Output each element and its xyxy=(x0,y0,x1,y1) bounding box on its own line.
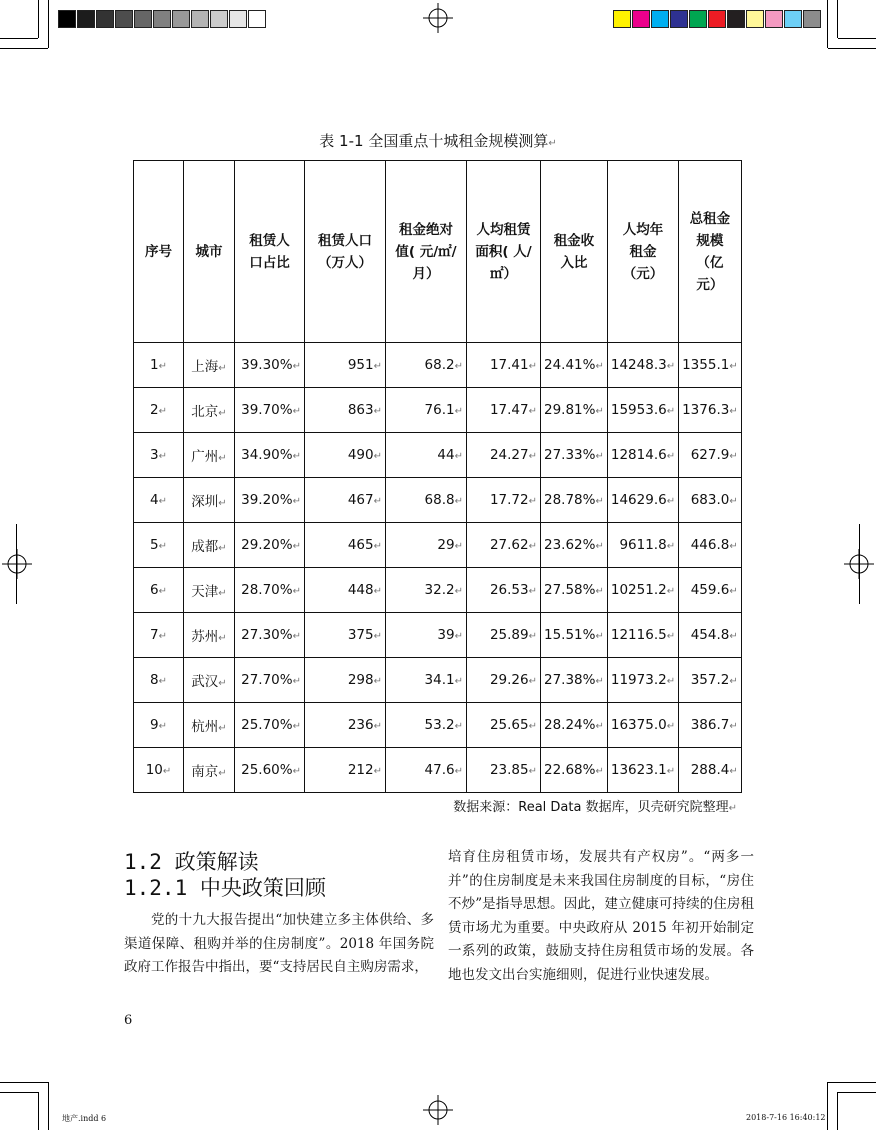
crop-mark xyxy=(48,0,49,48)
body-paragraph-left: 党的十九大报告提出“加快建立多主体供给、多渠道保障、租购并举的住房制度”。2018 年国务院政府工作报告中指出，要“支持居民自主购房需求， xyxy=(124,912,434,975)
table-cell: 杭州↵ xyxy=(184,703,235,748)
table-body xyxy=(134,343,742,793)
table-cell: 76.1↵ xyxy=(386,388,467,433)
table-cell: 490↵ xyxy=(305,433,386,478)
table-cell: 29↵ xyxy=(386,523,467,568)
gray-swatch xyxy=(191,10,209,28)
header-line: 人均年 xyxy=(622,221,664,238)
header-line: 口占比 xyxy=(249,254,290,271)
slug-filename: 地产.indd 6 xyxy=(62,1114,107,1123)
gray-swatch xyxy=(115,10,133,28)
table-cell: 863↵ xyxy=(305,388,386,433)
table-cell: 12814.6↵ xyxy=(607,433,678,478)
table-cell: 11973.2↵ xyxy=(607,658,678,703)
color-swatch xyxy=(708,10,726,28)
color-swatch xyxy=(670,10,688,28)
table-cell: 28.24%↵ xyxy=(541,703,608,748)
gray-swatch xyxy=(134,10,152,28)
table-cell: 5↵ xyxy=(134,523,184,568)
table-cell: 2↵ xyxy=(134,388,184,433)
table-cell: 627.9↵ xyxy=(679,433,742,478)
table-cell: 8↵ xyxy=(134,658,184,703)
gray-swatch xyxy=(210,10,228,28)
header-line: 元） xyxy=(696,276,724,293)
header-line: 租赁人 xyxy=(249,232,290,249)
header-line: （元） xyxy=(622,265,664,282)
table-row xyxy=(134,748,742,793)
crop-mark xyxy=(828,48,876,49)
table-cell: 1355.1↵ xyxy=(679,343,742,388)
table-cell: 12116.5↵ xyxy=(607,613,678,658)
header-line: （万人） xyxy=(318,254,372,271)
table-cell: 25.65↵ xyxy=(467,703,541,748)
gray-swatch xyxy=(96,10,114,28)
side-guide-line xyxy=(16,524,17,604)
column-header xyxy=(184,161,235,343)
table-cell: 28.70%↵ xyxy=(235,568,305,613)
table-cell: 27.70%↵ xyxy=(235,658,305,703)
header-line: 面积( 人/ xyxy=(475,243,532,260)
column-header xyxy=(134,161,184,343)
crop-mark xyxy=(827,1082,828,1130)
slug-timestamp: 2018-7-16 16:40:12 xyxy=(746,1113,826,1122)
column-header xyxy=(235,161,305,343)
header-line: 值( 元/㎡/ xyxy=(395,243,457,260)
table-cell: 7↵ xyxy=(134,613,184,658)
table-cell: 武汉↵ xyxy=(184,658,235,703)
header-line: 租金绝对 xyxy=(399,221,453,238)
column-header xyxy=(679,161,742,343)
table-cell: 44↵ xyxy=(386,433,467,478)
table-row xyxy=(134,568,742,613)
table-cell: 北京↵ xyxy=(184,388,235,433)
header-line: 租赁人口 xyxy=(318,232,372,249)
crop-mark xyxy=(38,0,39,38)
table-cell: 683.0↵ xyxy=(679,478,742,523)
column-header xyxy=(607,161,678,343)
color-swatch xyxy=(689,10,707,28)
table-cell: 34.1↵ xyxy=(386,658,467,703)
side-guide-line xyxy=(859,524,860,604)
table-row xyxy=(134,478,742,523)
subsection-heading: 1.2.1 中央政策回顾 xyxy=(124,876,326,900)
color-swatch xyxy=(651,10,669,28)
column-header xyxy=(467,161,541,343)
table-cell: 14248.3↵ xyxy=(607,343,678,388)
table-cell: 15953.6↵ xyxy=(607,388,678,433)
header-line: ㎡） xyxy=(490,265,517,282)
table-cell: 10↵ xyxy=(134,748,184,793)
table-cell: 951↵ xyxy=(305,343,386,388)
table-row xyxy=(134,658,742,703)
table-cell: 23.85↵ xyxy=(467,748,541,793)
section-heading: 1.2 政策解读 xyxy=(124,850,259,874)
table-cell: 14629.6↵ xyxy=(607,478,678,523)
header-line: （亿 xyxy=(696,254,724,271)
table-cell: 236↵ xyxy=(305,703,386,748)
table-cell: 24.41%↵ xyxy=(541,343,608,388)
crop-mark xyxy=(48,1082,49,1130)
crop-mark xyxy=(828,1082,876,1083)
table-cell: 广州↵ xyxy=(184,433,235,478)
table-cell: 465↵ xyxy=(305,523,386,568)
table-cell: 25.70%↵ xyxy=(235,703,305,748)
crop-mark xyxy=(0,38,38,39)
column-header xyxy=(386,161,467,343)
table-cell: 17.41↵ xyxy=(467,343,541,388)
table-cell: 29.26↵ xyxy=(467,658,541,703)
table-cell: 386.7↵ xyxy=(679,703,742,748)
table-row xyxy=(134,523,742,568)
table-header-row xyxy=(134,161,742,343)
body-paragraph-right: 培育住房租赁市场，发展共有产权房”。“两多一并”的住房制度是未来我国住房制度的目标，“房住不炒”是指导思想。因此，建立健康可持续的住房租赁市场尤为重要。中央政府从 2015 年初开始制定一系列的政策，鼓励支持住房租赁市场的发展。各地也发文出台实施细则，促进行业快速发展。 xyxy=(448,849,754,983)
crop-mark xyxy=(38,1092,39,1130)
table-cell: 446.8↵ xyxy=(679,523,742,568)
registration-mark-icon xyxy=(423,1095,453,1125)
gray-swatch xyxy=(172,10,190,28)
table-cell: 39.70%↵ xyxy=(235,388,305,433)
table-cell: 39.20%↵ xyxy=(235,478,305,523)
table-cell: 375↵ xyxy=(305,613,386,658)
color-swatch xyxy=(784,10,802,28)
table-cell: 23.62%↵ xyxy=(541,523,608,568)
crop-mark xyxy=(837,1092,838,1130)
table-cell: 28.78%↵ xyxy=(541,478,608,523)
table-row xyxy=(134,343,742,388)
table-source-note: 数据来源：Real Data 数据库，贝壳研究院整理↵ xyxy=(453,800,737,815)
table-cell: 32.2↵ xyxy=(386,568,467,613)
table-cell: 15.51%↵ xyxy=(541,613,608,658)
header-line: 租金 xyxy=(629,243,657,260)
table-cell: 10251.2↵ xyxy=(607,568,678,613)
table-cell: 27.30%↵ xyxy=(235,613,305,658)
table-cell: 9↵ xyxy=(134,703,184,748)
table-cell: 17.72↵ xyxy=(467,478,541,523)
process-color-bar xyxy=(613,10,822,28)
header-line: 租金收 xyxy=(553,232,595,249)
table-cell: 29.20%↵ xyxy=(235,523,305,568)
table-cell: 288.4↵ xyxy=(679,748,742,793)
gray-swatch xyxy=(77,10,95,28)
table-cell: 25.89↵ xyxy=(467,613,541,658)
crop-mark xyxy=(0,1092,38,1093)
table-cell: 上海↵ xyxy=(184,343,235,388)
table-cell: 212↵ xyxy=(305,748,386,793)
table-cell: 1↵ xyxy=(134,343,184,388)
page-number: 6 xyxy=(124,1013,133,1028)
table-cell: 深圳↵ xyxy=(184,478,235,523)
color-swatch xyxy=(632,10,650,28)
table-cell: 17.47↵ xyxy=(467,388,541,433)
table-cell: 53.2↵ xyxy=(386,703,467,748)
table-cell: 68.2↵ xyxy=(386,343,467,388)
table-cell: 6↵ xyxy=(134,568,184,613)
table-cell: 成都↵ xyxy=(184,523,235,568)
color-swatch xyxy=(803,10,821,28)
table-cell: 68.8↵ xyxy=(386,478,467,523)
registration-mark-icon xyxy=(2,549,32,579)
gray-swatch xyxy=(229,10,247,28)
table-row xyxy=(134,388,742,433)
table-cell: 34.90%↵ xyxy=(235,433,305,478)
color-swatch xyxy=(613,10,631,28)
header-line: 人均租赁 xyxy=(476,221,531,238)
table-cell: 22.68%↵ xyxy=(541,748,608,793)
table-cell: 39↵ xyxy=(386,613,467,658)
table-cell: 357.2↵ xyxy=(679,658,742,703)
table-row xyxy=(134,613,742,658)
column-header xyxy=(305,161,386,343)
table-cell: 47.6↵ xyxy=(386,748,467,793)
header-line: 总租金 xyxy=(689,210,731,227)
table-cell: 298↵ xyxy=(305,658,386,703)
grayscale-color-bar xyxy=(58,10,267,28)
crop-mark xyxy=(827,0,828,48)
crop-mark xyxy=(838,38,876,39)
gray-swatch xyxy=(153,10,171,28)
color-swatch xyxy=(727,10,745,28)
color-swatch xyxy=(746,10,764,28)
table-cell: 13623.1↵ xyxy=(607,748,678,793)
table-cell: 27.38%↵ xyxy=(541,658,608,703)
table-cell: 27.33%↵ xyxy=(541,433,608,478)
crop-mark xyxy=(0,1082,48,1083)
table-cell: 27.62↵ xyxy=(467,523,541,568)
table-cell: 4↵ xyxy=(134,478,184,523)
table-title: 表 1-1 全国重点十城租金规模测算↵ xyxy=(319,132,557,150)
table-cell: 39.30%↵ xyxy=(235,343,305,388)
table-cell: 467↵ xyxy=(305,478,386,523)
header-line: 序号 xyxy=(145,243,172,260)
table-cell: 1376.3↵ xyxy=(679,388,742,433)
table-cell: 25.60%↵ xyxy=(235,748,305,793)
header-line: 月） xyxy=(412,265,440,282)
header-line: 规模 xyxy=(696,232,724,249)
color-swatch xyxy=(765,10,783,28)
table-cell: 苏州↵ xyxy=(184,613,235,658)
rent-scale-table xyxy=(133,160,742,793)
table-cell: 448↵ xyxy=(305,568,386,613)
table-cell: 天津↵ xyxy=(184,568,235,613)
crop-mark xyxy=(0,48,48,49)
registration-mark-icon xyxy=(423,3,453,33)
gray-swatch xyxy=(58,10,76,28)
column-header xyxy=(541,161,608,343)
gray-swatch xyxy=(248,10,266,28)
header-line: 城市 xyxy=(195,243,223,260)
table-cell: 26.53↵ xyxy=(467,568,541,613)
table-cell: 454.8↵ xyxy=(679,613,742,658)
table-cell: 3↵ xyxy=(134,433,184,478)
table-cell: 9611.8↵ xyxy=(607,523,678,568)
table-cell: 南京↵ xyxy=(184,748,235,793)
table-row xyxy=(134,703,742,748)
table-cell: 29.81%↵ xyxy=(541,388,608,433)
table-row xyxy=(134,433,742,478)
table-cell: 459.6↵ xyxy=(679,568,742,613)
table-cell: 24.27↵ xyxy=(467,433,541,478)
table-cell: 27.58%↵ xyxy=(541,568,608,613)
header-line: 入比 xyxy=(560,254,588,271)
table-cell: 16375.0↵ xyxy=(607,703,678,748)
crop-mark xyxy=(838,1092,876,1093)
crop-mark xyxy=(837,0,838,38)
